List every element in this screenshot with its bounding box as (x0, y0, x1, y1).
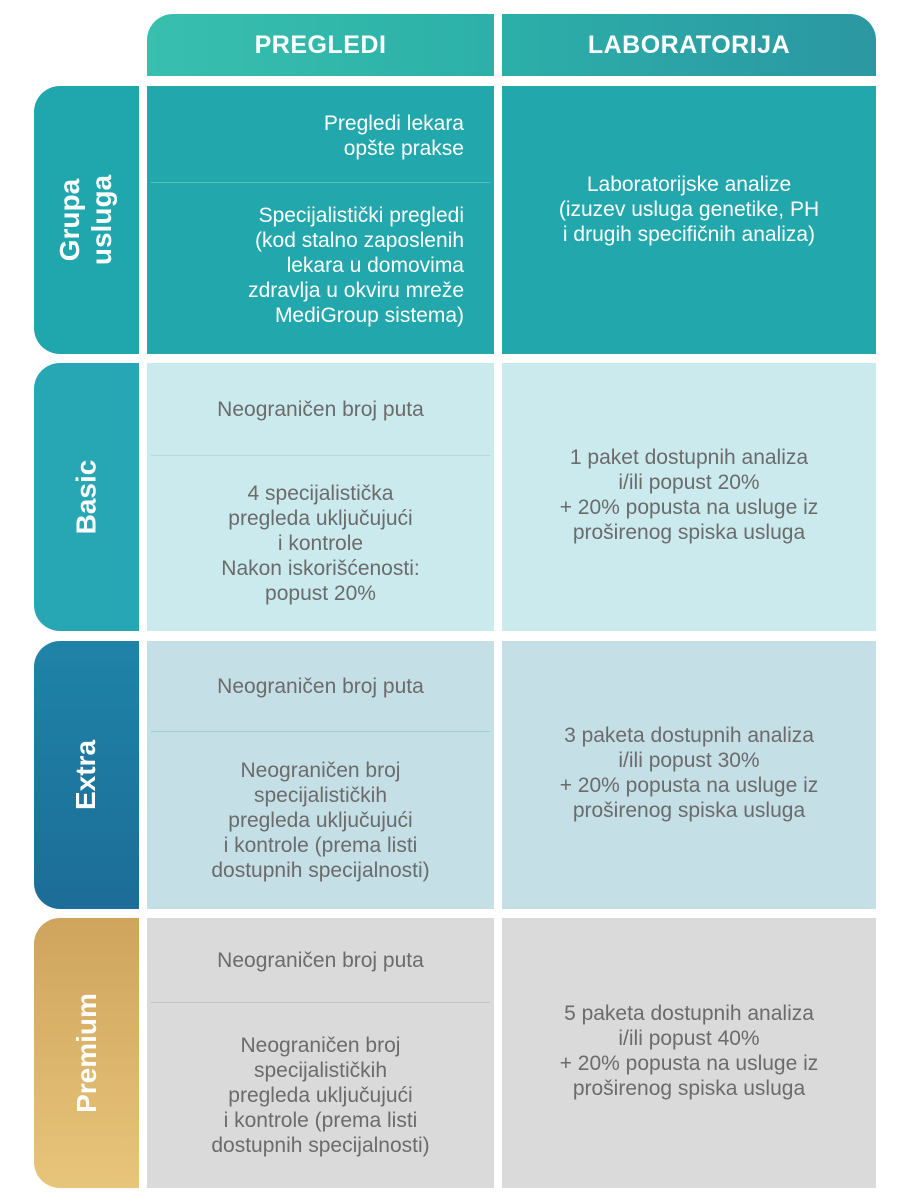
row-label-grupa-line1: Grupa (54, 178, 86, 262)
row-label-basic (34, 363, 139, 631)
header-pregledi: PREGLEDI (147, 14, 494, 76)
cell-grupa-laboratorija (502, 86, 876, 354)
extra-laboratorija-text: 3 paketa dostupnih analiza i/ili popust 30% + 20% popusta na usluge iz proširenog spiska usluga (559, 724, 819, 822)
grupa-laboratorija-text: Laboratorijske analize (izuzev usluga genetike, PH i drugih specifičnih analiza) (558, 172, 820, 246)
premium-pregledi-top: Neograničen broj puta (217, 948, 424, 972)
row-label-basic-text: Basic (70, 459, 102, 535)
cell-extra-pregledi (147, 641, 494, 909)
basic-pregledi-top: Neograničen broj puta (217, 397, 424, 421)
premium-pregledi-bottom: Neograničen broj specijalističkih pregleda uključujući i kontrole (prema listi dostupnih specijalnosti) (211, 1034, 430, 1157)
row-label-extra (34, 641, 139, 909)
cell-grupa-pregledi (147, 86, 494, 354)
cell-premium-pregledi (147, 918, 494, 1188)
extra-pregledi-bottom: Neograničen broj specijalističkih pregleda uključujući i kontrole (prema listi dostupnih specijalnosti) (211, 759, 430, 882)
row-label-premium (34, 918, 139, 1188)
header-laboratorija: LABORATORIJA (502, 14, 876, 76)
grupa-pregledi-bottom: Specijalistički pregledi (kod stalno zaposlenih lekara u domovima zdravlja u okviru mreže MediGroup sistema) (248, 204, 464, 327)
premium-laboratorija-text: 5 paketa dostupnih analiza i/ili popust 40% + 20% popusta na usluge iz proširenog spiska usluga (559, 1002, 819, 1100)
basic-pregledi-bottom: 4 specijalistička pregleda uključujući i kontrole Nakon iskorišćenosti: popust 20% (221, 482, 420, 605)
row-label-grupa-line2: usluga (86, 174, 118, 266)
row-label-premium-text: Premium (70, 993, 102, 1113)
cell-basic-laboratorija (502, 363, 876, 631)
row-label-extra-text: Extra (70, 739, 102, 811)
cell-basic-pregledi (147, 363, 494, 631)
grupa-pregledi-top: Pregledi lekara opšte prakse (323, 112, 464, 160)
cell-premium-laboratorija (502, 918, 876, 1188)
cell-extra-laboratorija (502, 641, 876, 909)
extra-pregledi-top: Neograničen broj puta (217, 674, 424, 698)
basic-laboratorija-text: 1 paket dostupnih analiza i/ili popust 20% + 20% popusta na usluge iz proširenog spiska usluga (559, 446, 819, 544)
row-label-grupa-usluga (34, 86, 139, 354)
